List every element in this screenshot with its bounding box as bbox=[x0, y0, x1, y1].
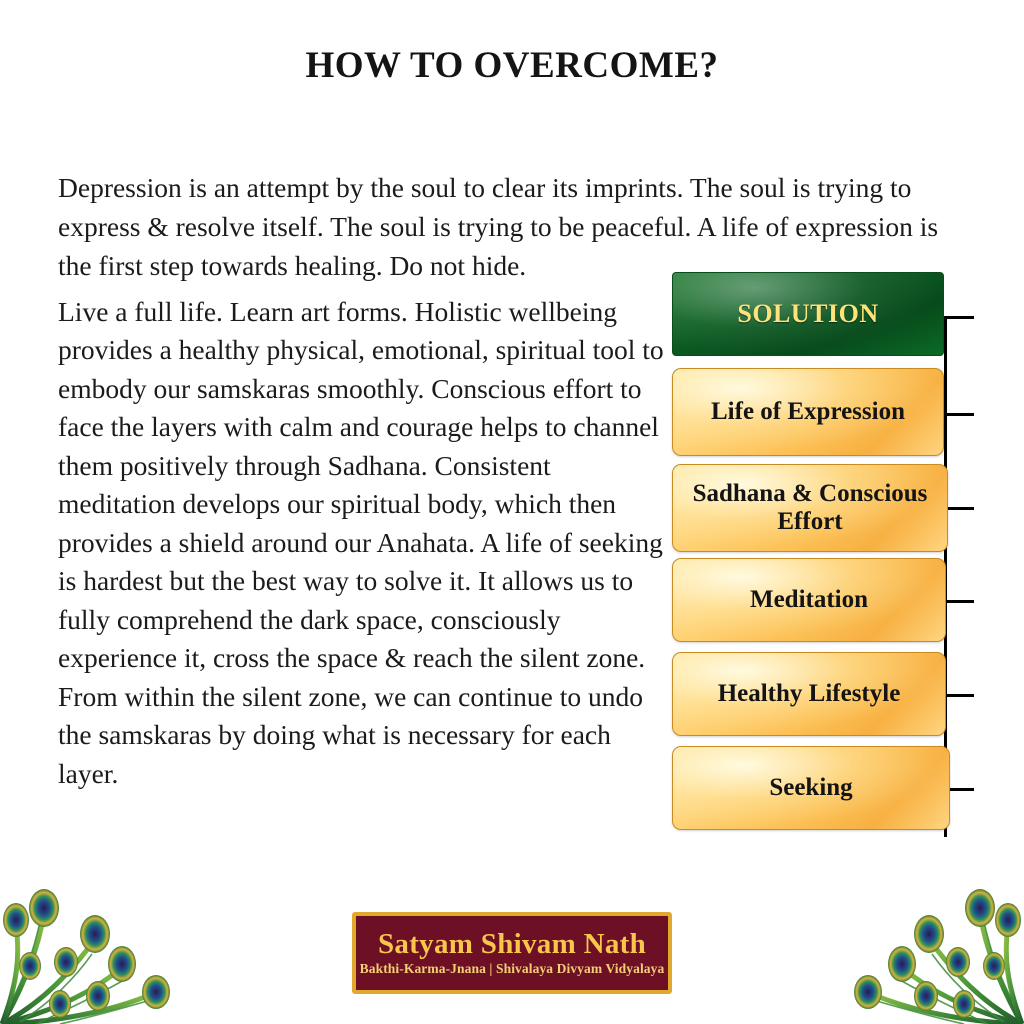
diagram-node-solution-label: SOLUTION bbox=[737, 299, 879, 329]
brand-logo[interactable] bbox=[352, 912, 672, 994]
connector-item-1 bbox=[944, 413, 974, 416]
brand-logo-subtitle: Bakthi-Karma-Jnana | Shivalaya Divyam Vidyalaya bbox=[359, 961, 665, 977]
solution-diagram bbox=[672, 272, 1012, 842]
page-title: HOW TO OVERCOME? bbox=[305, 45, 719, 86]
connector-item-4 bbox=[944, 694, 974, 697]
brand-logo-title: Satyam Shivam Nath bbox=[377, 928, 647, 961]
diagram-node-seeking[interactable] bbox=[672, 746, 950, 830]
diagram-node-sadhana-conscious-effort[interactable] bbox=[672, 464, 948, 552]
diagram-node-label: Seeking bbox=[769, 774, 853, 801]
peacock-feather-decoration-right bbox=[794, 854, 1024, 1024]
diagram-node-solution[interactable] bbox=[672, 272, 944, 356]
diagram-node-meditation[interactable] bbox=[672, 558, 946, 642]
diagram-node-life-of-expression[interactable] bbox=[672, 368, 944, 456]
diagram-node-label: Sadhana & Conscious Effort bbox=[692, 480, 928, 535]
connector-solution bbox=[944, 316, 974, 319]
diagram-node-healthy-lifestyle[interactable] bbox=[672, 652, 946, 736]
connector-item-2 bbox=[944, 507, 974, 510]
intro-paragraph: Depression is an attempt by the soul to clear its imprints. The soul is trying to express & resolve itself. The soul is trying to be peaceful. A life of expression is the first step towards healing. Do not hide. bbox=[58, 171, 939, 281]
diagram-node-label: Meditation bbox=[749, 586, 869, 613]
connector-item-3 bbox=[944, 600, 974, 603]
diagram-node-label: Life of Expression bbox=[711, 398, 905, 425]
diagram-node-label: Healthy Lifestyle bbox=[717, 680, 901, 707]
peacock-feather-decoration-left bbox=[0, 854, 230, 1024]
body-paragraph: Live a full life. Learn art forms. Holistic wellbeing provides a healthy physical, emotional, spiritual tool to embody our samskaras smoothly. Conscious effort to face the layers with calm and courage helps to channel them positively through Sadhana. Consistent meditation develops our spiritual body, which then provides a shield around our Anahata. A life of seeking is hardest but the best way to solve it. It allows us to fully comprehend the dark space, consciously experience it, cross the space & reach the silent zone. From within the silent zone, we can continue to undo the samskaras by doing what is necessary for each layer. bbox=[58, 295, 664, 789]
